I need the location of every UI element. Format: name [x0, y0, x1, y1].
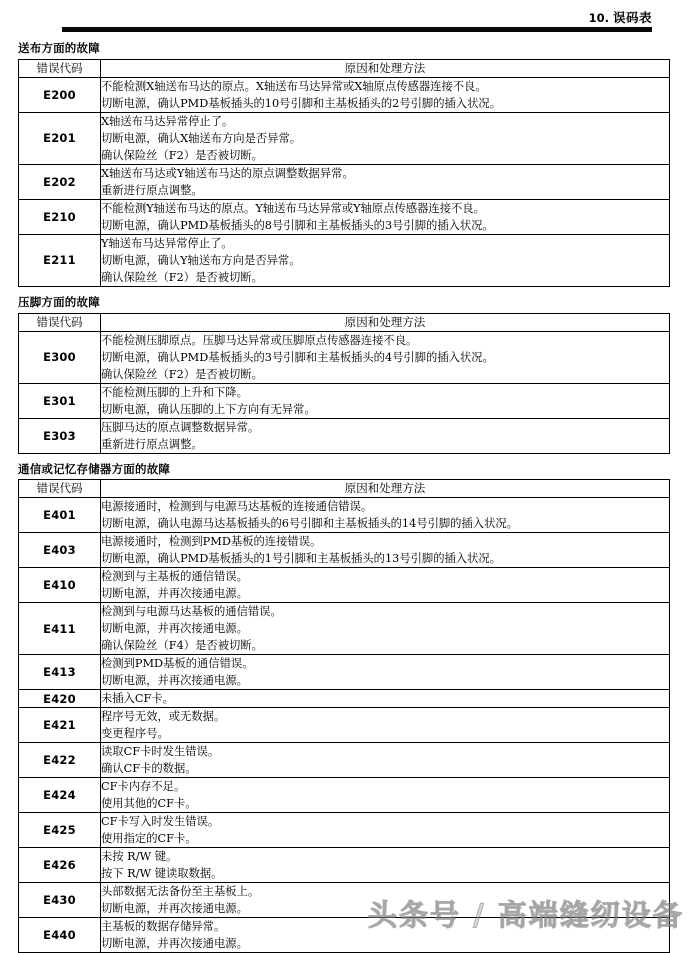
- table-row: [19, 533, 670, 568]
- description-line: 检测到PMD基板的通信错误。: [101, 657, 254, 671]
- column-header-code: 错误代码: [19, 59, 101, 77]
- description-line: 压脚马达的原点调整数据异常。: [101, 420, 260, 434]
- description-line: 程序号无效，或无数据。: [101, 710, 226, 724]
- description-line: 电源接通时，检测到PMD基板的连接错误。: [101, 535, 322, 549]
- chapter-title: 误码表: [612, 9, 652, 25]
- error-section: [18, 42, 670, 287]
- error-description-cell: [101, 568, 670, 603]
- error-code-cell: E403: [19, 533, 101, 568]
- error-code-table: [18, 313, 670, 454]
- table-row: [19, 199, 670, 234]
- error-description-cell: [101, 708, 670, 743]
- column-header-description: 原因和处理方法: [101, 59, 670, 77]
- table-row: [19, 498, 670, 533]
- table-row: [19, 383, 670, 418]
- section-heading: 送布方面的故障: [18, 41, 100, 55]
- error-description-cell: [101, 112, 670, 164]
- error-section: [18, 463, 670, 953]
- description-line: 重新进行原点调整。: [101, 183, 203, 197]
- description-line: 检测到与主基板的通信错误。: [101, 570, 248, 584]
- description-line: 头部数据无法备份至主基板上。: [101, 885, 260, 899]
- error-description-cell: [101, 778, 670, 813]
- error-code-cell: E410: [19, 568, 101, 603]
- error-code-cell: E440: [19, 918, 101, 953]
- table-row: [19, 778, 670, 813]
- column-header-code: 错误代码: [19, 480, 101, 498]
- error-description-cell: [101, 77, 670, 112]
- description-line: 读取CF卡时发生错误。: [101, 745, 220, 759]
- error-description-cell: [101, 498, 670, 533]
- section-heading: 通信或记忆存储器方面的故障: [18, 461, 171, 476]
- error-code-cell: E300: [19, 331, 101, 383]
- description-line: 未按 R/W 键。: [101, 850, 178, 864]
- error-description-cell: [101, 655, 670, 690]
- table-row: [19, 918, 670, 953]
- error-code-cell: E420: [19, 690, 101, 708]
- table-row: [19, 848, 670, 883]
- table-header-row: [19, 480, 670, 498]
- error-description-cell: [101, 743, 670, 778]
- error-code-cell: E430: [19, 883, 101, 918]
- description-line: 确认保险丝（F2）是否被切断。: [101, 148, 263, 162]
- error-code-cell: E303: [19, 418, 101, 453]
- table-row: [19, 883, 670, 918]
- description-line: 切断电源，确认PMD基板插头的8号引脚和主基板插头的3号引脚的插入状况。: [101, 218, 494, 232]
- description-line: 未插入CF卡。: [101, 692, 174, 706]
- description-line: 使用指定的CF卡。: [101, 832, 197, 846]
- description-line: 不能检测Y轴送布马达的原点。Y轴送布马达异常或Y轴原点传感器连接不良。: [101, 201, 485, 215]
- table-row: [19, 813, 670, 848]
- description-line: X轴送布马达或Y轴送布马达的原点调整数据异常。: [101, 166, 354, 180]
- error-description-cell: [101, 603, 670, 655]
- description-line: 按下 R/W 键读取数据。: [101, 867, 223, 881]
- error-description-cell: [101, 418, 670, 453]
- error-description-cell: [101, 813, 670, 848]
- error-description-cell: [101, 690, 670, 708]
- error-code-cell: E202: [19, 164, 101, 199]
- error-code-cell: E421: [19, 708, 101, 743]
- description-line: 不能检测压脚原点。压脚马达异常或压脚原点传感器连接不良。: [101, 333, 418, 347]
- error-code-cell: E211: [19, 234, 101, 286]
- description-line: 确认CF卡的数据。: [101, 762, 197, 776]
- error-description-cell: [101, 918, 670, 953]
- description-line: 检测到与电源马达基板的通信错误。: [101, 605, 282, 619]
- description-line: 切断电源，并再次接通电源。: [101, 587, 248, 601]
- error-description-cell: [101, 331, 670, 383]
- table-row: [19, 708, 670, 743]
- error-section: [18, 296, 670, 454]
- description-line: 切断电源，确认X轴送布方向是否异常。: [101, 131, 302, 145]
- description-line: 电源接通时，检测到与电源马达基板的连接通信错误。: [101, 500, 373, 514]
- header-rule: [62, 27, 652, 32]
- description-line: 切断电源，确认电源马达基板插头的6号引脚和主基板插头的14号引脚的插入状况。: [101, 517, 518, 531]
- description-line: 切断电源，确认压脚的上下方向有无异常。: [101, 402, 316, 416]
- error-code-cell: E422: [19, 743, 101, 778]
- description-line: X轴送布马达异常停止了。: [101, 114, 234, 128]
- table-row: [19, 690, 670, 708]
- description-line: 切断电源，确认PMD基板插头的10号引脚和主基板插头的2号引脚的插入状况。: [101, 96, 501, 110]
- description-line: 确认保险丝（F2）是否被切断。: [101, 367, 263, 381]
- error-description-cell: [101, 848, 670, 883]
- error-description-cell: [101, 883, 670, 918]
- table-row: [19, 331, 670, 383]
- description-line: 切断电源，并再次接通电源。: [101, 622, 248, 636]
- table-row: [19, 234, 670, 286]
- description-line: 重新进行原点调整。: [101, 437, 203, 451]
- description-line: 确认保险丝（F2）是否被切断。: [101, 270, 263, 284]
- table-header-row: [19, 59, 670, 77]
- error-code-cell: E413: [19, 655, 101, 690]
- description-line: 变更程序号。: [101, 727, 169, 741]
- description-line: 主基板的数据存储异常。: [101, 920, 226, 934]
- table-row: [19, 603, 670, 655]
- error-description-cell: [101, 199, 670, 234]
- column-header-description: 原因和处理方法: [101, 313, 670, 331]
- description-line: 切断电源，并再次接通电源。: [101, 902, 248, 916]
- description-line: 切断电源，确认Y轴送布方向是否异常。: [101, 253, 301, 267]
- error-description-cell: [101, 533, 670, 568]
- table-row: [19, 568, 670, 603]
- table-row: [19, 164, 670, 199]
- error-description-cell: [101, 383, 670, 418]
- error-code-table: [18, 479, 670, 953]
- error-description-cell: [101, 164, 670, 199]
- page-header: [0, 0, 690, 34]
- error-code-cell: E201: [19, 112, 101, 164]
- description-line: Y轴送布马达异常停止了。: [101, 236, 233, 250]
- description-line: CF卡内存不足。: [101, 780, 186, 794]
- column-header-code: 错误代码: [19, 313, 101, 331]
- table-row: [19, 655, 670, 690]
- document-body: [0, 34, 690, 953]
- error-code-cell: E411: [19, 603, 101, 655]
- table-header-row: [19, 313, 670, 331]
- error-code-cell: E210: [19, 199, 101, 234]
- table-row: [19, 77, 670, 112]
- description-line: CF卡写入时发生错误。: [101, 815, 220, 829]
- error-code-table: [18, 59, 670, 287]
- description-line: 切断电源，确认PMD基板插头的1号引脚和主基板插头的13号引脚的插入状况。: [101, 552, 501, 566]
- table-row: [19, 418, 670, 453]
- error-code-cell: E401: [19, 498, 101, 533]
- column-header-description: 原因和处理方法: [101, 480, 670, 498]
- description-line: 切断电源，确认PMD基板插头的3号引脚和主基板插头的4号引脚的插入状况。: [101, 350, 494, 364]
- description-line: 使用其他的CF卡。: [101, 797, 197, 811]
- description-line: 切断电源，并再次接通电源。: [101, 937, 248, 951]
- chapter-number: 10.: [588, 10, 609, 25]
- error-code-cell: E425: [19, 813, 101, 848]
- error-code-cell: E424: [19, 778, 101, 813]
- table-row: [19, 112, 670, 164]
- description-line: 确认保险丝（F4）是否被切断。: [101, 639, 263, 653]
- description-line: 切断电源，并再次接通电源。: [101, 674, 248, 688]
- section-heading: 压脚方面的故障: [18, 294, 100, 309]
- chapter-header-line: [0, 0, 670, 24]
- error-code-cell: E301: [19, 383, 101, 418]
- error-code-cell: E200: [19, 77, 101, 112]
- description-line: 不能检测压脚的上升和下降。: [101, 385, 248, 399]
- table-row: [19, 743, 670, 778]
- error-code-cell: E426: [19, 848, 101, 883]
- description-line: 不能检测X轴送布马达的原点。X轴送布马达异常或X轴原点传感器连接不良。: [101, 79, 487, 93]
- error-description-cell: [101, 234, 670, 286]
